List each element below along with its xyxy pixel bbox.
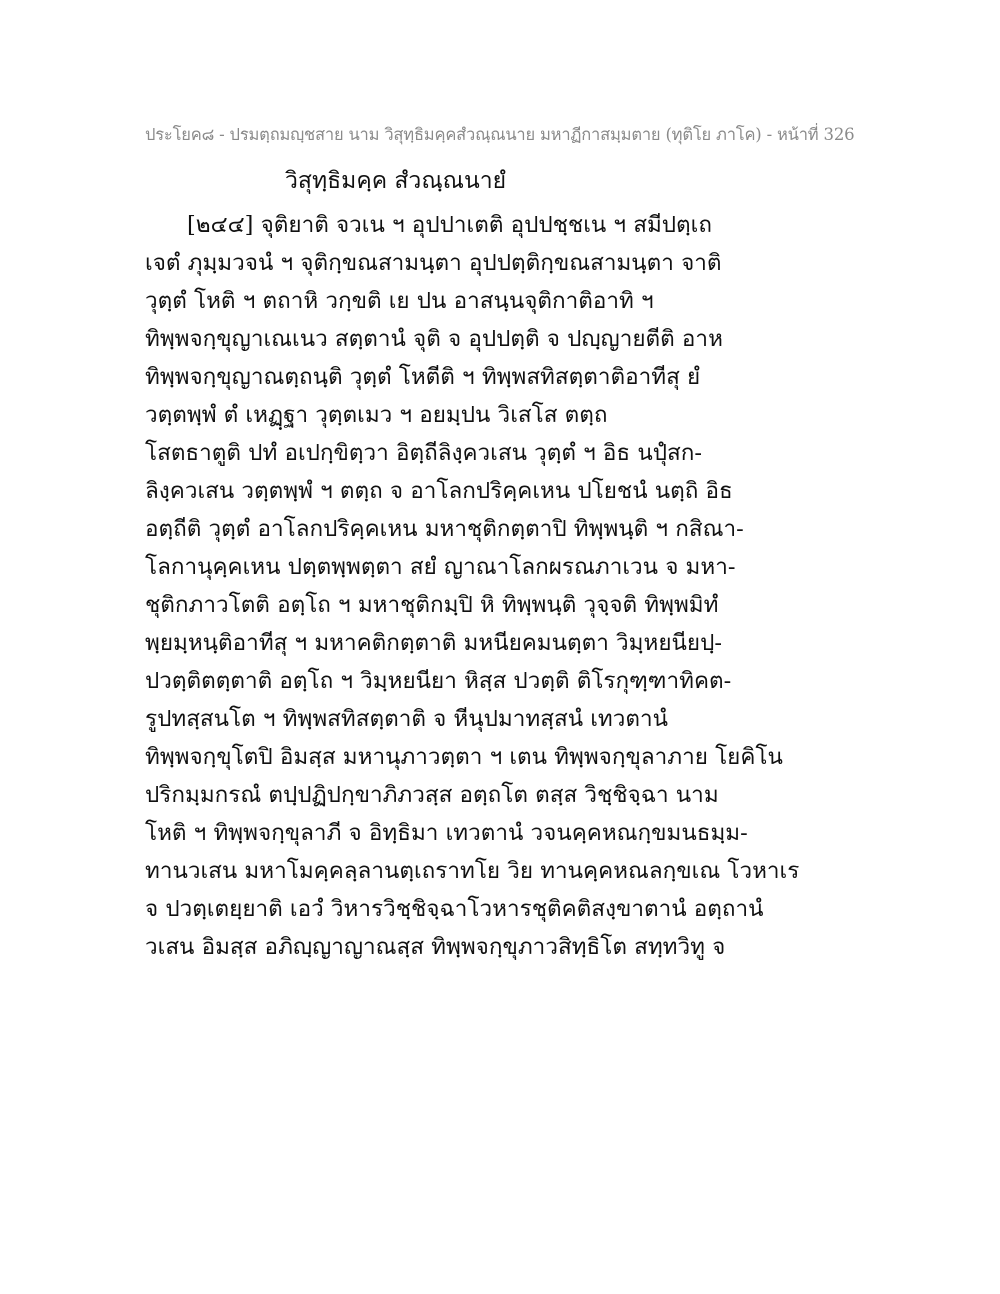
text-line: เจตํ ภุมฺมวจนํ ฯ จุติกฺขณสามนฺตา อุปปตฺติกฺขณสามนฺตา จาติ (145, 250, 722, 276)
text-line: ปวตฺติตตฺตาติ อตฺโถ ฯ วิมฺหยนียา หิสฺส ปวตฺติ ติโรกุฑฺฑาทิคต- (145, 668, 732, 694)
text-line: จ ปวตฺเตยฺยาติ เอวํ วิหารวิชฺชิจฺฉาโวหารชุติคติสงฺขาตานํ อตฺถานํ (145, 896, 764, 922)
text-line: [๒๔๔] จุติยาติ จวเน ฯ อุปปาเตติ อุปปชฺชเน ฯ สมีปตฺเถ (187, 212, 712, 238)
text-line: โหติ ฯ ทิพฺพจกฺขุลาภี จ อิทฺธิมา เทวตานํ วจนคฺคหณกฺขมนธมฺม- (145, 820, 748, 846)
text-line: รูปทสฺสนโต ฯ ทิพฺพสทิสตฺตาติ จ หีนุปมาทสฺสนํ เทวตานํ (145, 706, 669, 732)
section-title: วิสุทฺธิมคฺค สํวณฺณนายํ (285, 168, 507, 194)
running-header: ประโยค๘ - ปรมตฺถมญฺชสาย นาม วิสุทฺธิมคฺคสํวณฺณนาย มหาฏีกาสมฺมตาย (ทุติโย ภาโค) - หน้าที่ 326 (145, 125, 855, 144)
text-line: วตฺตพฺพํ ตํ เหฏฺฐา วุตฺตเมว ฯ อยมฺปน วิเสโส ตตฺถ (145, 402, 608, 428)
text-line: ชุติกภาวโตติ อตฺโถ ฯ มหาชุติกมฺปิ หิ ทิพฺพนฺติ วุจฺจติ ทิพฺพมิทํ (145, 592, 719, 618)
body-text (145, 206, 865, 966)
text-line: ทิพฺพจกฺขุญาณตฺถนฺติ วุตฺตํ โหตีติ ฯ ทิพฺพสทิสตฺตาติอาทีสุ ยํ (145, 364, 701, 390)
text-line: ปริกมฺมกรณํ ตปฺปฏิปกฺขาภิภวสฺส อตฺถโต ตสฺส วิชฺชิจฺฉา นาม (145, 782, 719, 808)
text-line: ทานวเสน มหาโมคฺคลฺลานตฺเถราทโย วิย ทานคฺคหณลกฺขเณ โวหาเร (145, 858, 800, 884)
text-line: อตฺถีติ วุตฺตํ อาโลกปริคฺคเหน มหาชุติกตฺตาปิ ทิพฺพนฺติ ฯ กสิณา- (145, 516, 744, 542)
text-line: ทิพฺพจกฺขุโตปิ อิมสฺส มหานุภาวตฺตา ฯ เตน ทิพฺพจกฺขุลาภาย โยคิโน (145, 744, 783, 770)
text-line: พฺยมฺหนฺติอาทีสุ ฯ มหาคติกตฺตาติ มหนียคมนตฺตา วิมฺหยนียปฺ- (145, 630, 722, 656)
text-line: ทิพฺพจกฺขุญาเณเนว สตฺตานํ จุติ จ อุปปตฺติ จ ปญฺญายตีติ อาห (145, 326, 723, 352)
text-line: วเสน อิมสฺส อภิญฺญาญาณสฺส ทิพฺพจกฺขุภาวสิทฺธิโต สทฺทวิทู จ (145, 934, 726, 960)
text-line: ลิงฺควเสน วตฺตพฺพํ ฯ ตตฺถ จ อาโลกปริคฺคเหน ปโยชนํ นตฺถิ อิธ (145, 478, 733, 504)
text-line: โสตธาตูติ ปทํ อเปกฺขิตฺวา อิตฺถีลิงฺควเสน วุตฺตํ ฯ อิธ นปุํสก- (145, 440, 702, 466)
text-line: วุตฺตํ โหติ ฯ ตถาหิ วกฺขติ เย ปน อาสนฺนจุติกาติอาทิ ฯ (145, 288, 654, 314)
text-line: โลกานุคฺคเหน ปตฺตพฺพตฺตา สยํ ญาณาโลกผรณภาเวน จ มหา- (145, 554, 736, 580)
